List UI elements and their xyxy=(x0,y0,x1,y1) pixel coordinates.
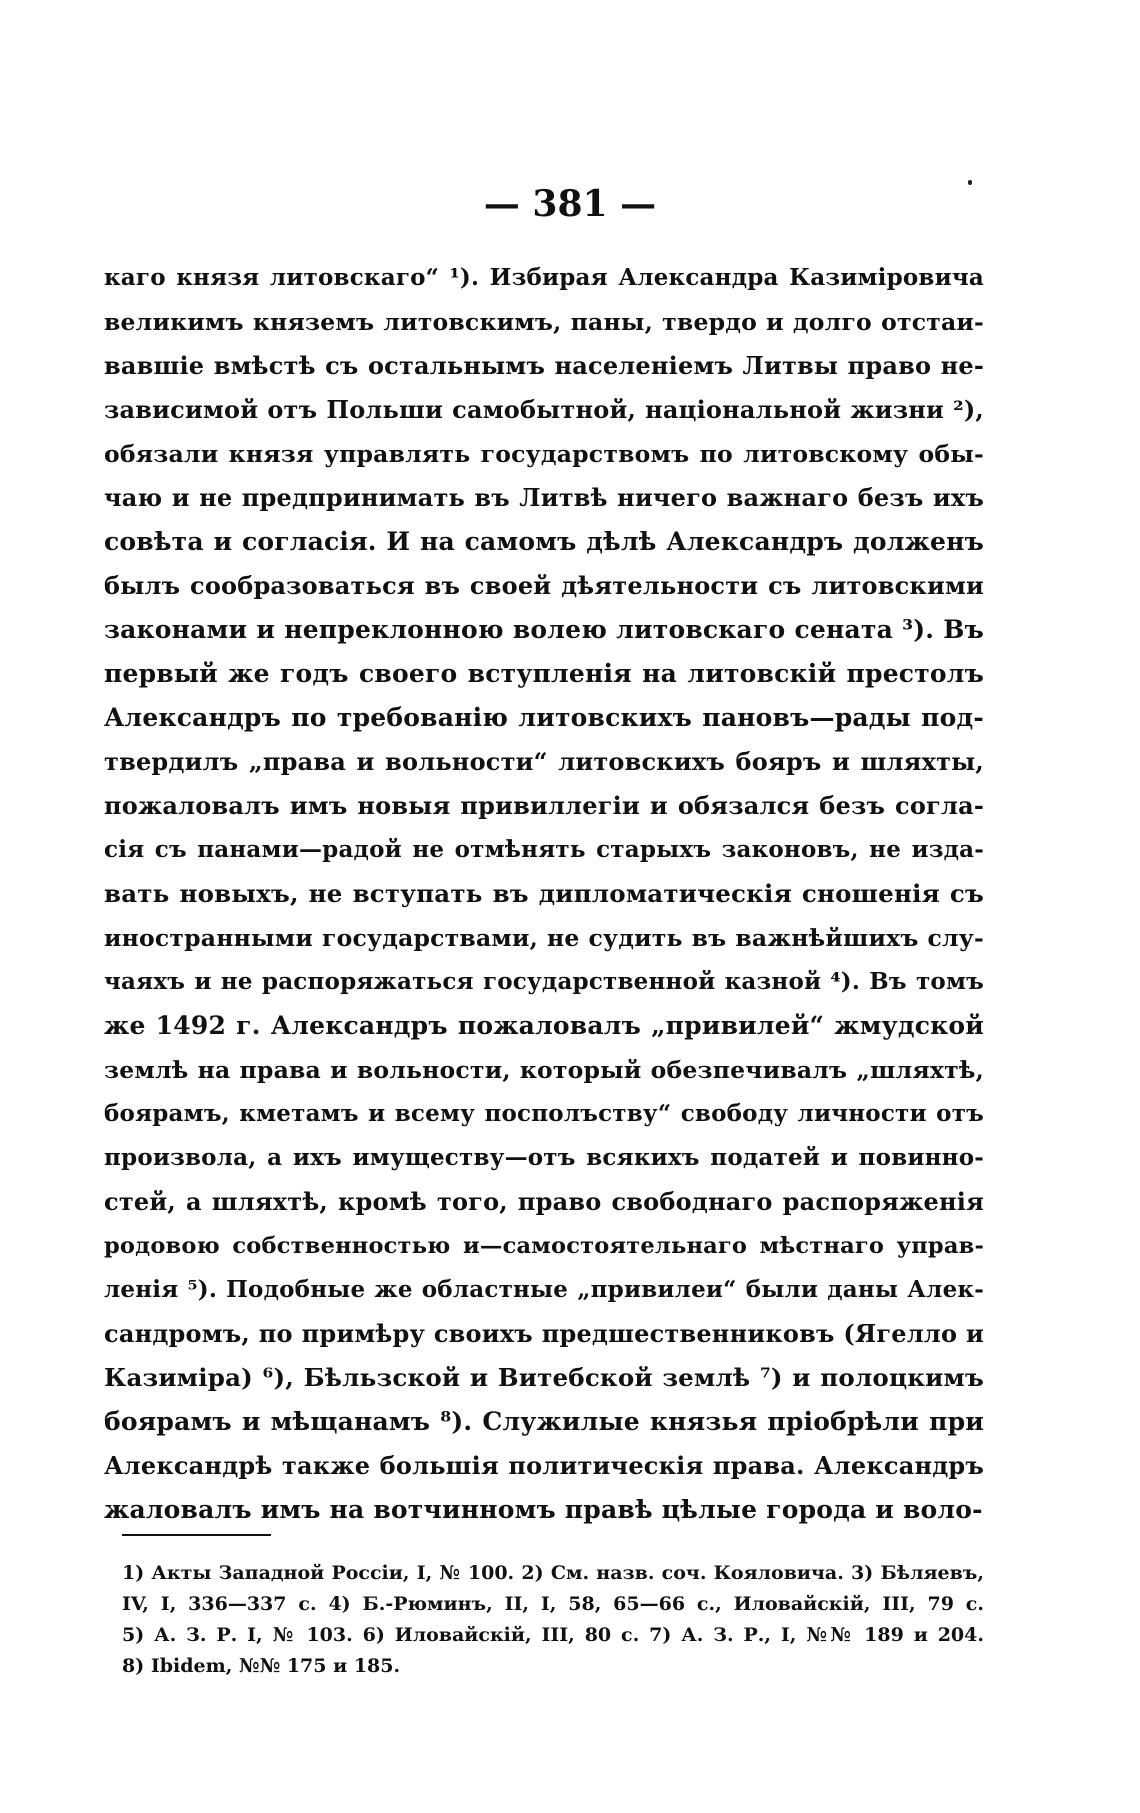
text-line: сія съ панами—радой не отмѣнять старыхъ законовъ, не изда- xyxy=(104,836,984,863)
text-line: же 1492 г. Александръ пожаловалъ „привилей“ жмудской xyxy=(104,1011,984,1040)
main-text xyxy=(104,256,984,1532)
text-line: чаяхъ и не распоряжаться государственной казной ⁴). Въ томъ xyxy=(104,968,984,995)
footnote-line: 8) Ibidem, №№ 175 и 185. xyxy=(122,1655,401,1677)
text-line: стей, а шляхтѣ, кромѣ того, право свободнаго распоряженія xyxy=(104,1187,984,1216)
text-line: ленія ⁵). Подобные же областные „привилеи“ были даны Алек- xyxy=(104,1276,984,1303)
text-line: вать новыхъ, не вступать въ дипломатическія сношенія съ xyxy=(104,879,984,908)
text-line: вавшіе вмѣстѣ съ остальнымъ населеніемъ Литвы право не- xyxy=(104,351,984,380)
text-line: Казиміра) ⁶), Бѣльзской и Витебской землѣ ⁷) и полоцкимъ xyxy=(104,1363,984,1392)
footnote-divider xyxy=(122,1534,271,1536)
text-line: первый же годъ своего вступленія на литовскій престолъ xyxy=(104,659,984,688)
text-line: иностранными государствами, не судить въ важнѣйшихъ слу- xyxy=(104,924,984,952)
text-line: жаловалъ имъ на вотчинномъ правѣ цѣлые города и воло- xyxy=(104,1495,983,1524)
footnotes xyxy=(122,1558,984,1682)
text-line: пожаловалъ имъ новыя привиллегіи и обязался безъ согла- xyxy=(104,791,984,820)
text-line: боярамъ, кметамъ и всему посполъству“ свободу личности отъ xyxy=(104,1100,984,1127)
page-number: — 381 — xyxy=(483,183,657,225)
footnote-line: 1) Акты Западной Россіи, I, № 100. 2) См. назв. соч. Кояловича. 3) Бѣляевъ, xyxy=(122,1562,984,1584)
text-line: сандромъ, по примѣру своихъ предшественниковъ (Ягелло и xyxy=(104,1319,984,1348)
footnote-line: IV, I, 336—337 с. 4) Б.-Рюминъ, II, I, 58, 65—66 с., Иловайскій, III, 79 с. xyxy=(122,1593,984,1615)
text-line: Александрѣ также большія политическія права. Александръ xyxy=(104,1451,984,1480)
text-line: зависимой отъ Польши самобытной, національной жизни ²), xyxy=(104,395,984,424)
text-line: великимъ княземъ литовскимъ, паны, твердо и долго отстаи- xyxy=(104,308,984,336)
text-line: законами и непреклонною волею литовскаго сената ³). Въ xyxy=(104,615,984,644)
text-line: произвола, а ихъ имуществу—отъ всякихъ податей и повинно- xyxy=(104,1144,984,1171)
text-line: обязали князя управлять государствомъ по литовскому обы- xyxy=(104,440,984,468)
text-line: былъ сообразоваться въ своей дѣятельности съ литовскими xyxy=(104,571,984,600)
text-line: каго князя литовскаго“ ¹). Избирая Александра Казиміровича xyxy=(104,264,984,291)
text-line: совѣта и согласія. И на самомъ дѣлѣ Александръ долженъ xyxy=(104,527,984,556)
text-line: твердилъ „права и вольности“ литовскихъ бояръ и шляхты, xyxy=(104,747,984,776)
text-line: боярамъ и мѣщанамъ ⁸). Служилые князья пріобрѣли при xyxy=(104,1407,984,1436)
text-line: землѣ на права и вольности, который обезпечивалъ „шляхтѣ, xyxy=(104,1056,984,1084)
text-line: Александръ по требованію литовскихъ пановъ—рады под- xyxy=(104,703,984,732)
text-line: чаю и не предпринимать въ Литвѣ ничего важнаго безъ ихъ xyxy=(104,483,984,512)
footnote-line: 5) А. З. Р. I, № 103. 6) Иловайскій, III, 80 с. 7) А. З. Р., I, №№ 189 и 204. xyxy=(122,1624,984,1646)
print-speck xyxy=(968,180,972,185)
text-line: родовою собственностью и—самостоятельнаго мѣстнаго управ- xyxy=(104,1233,984,1259)
